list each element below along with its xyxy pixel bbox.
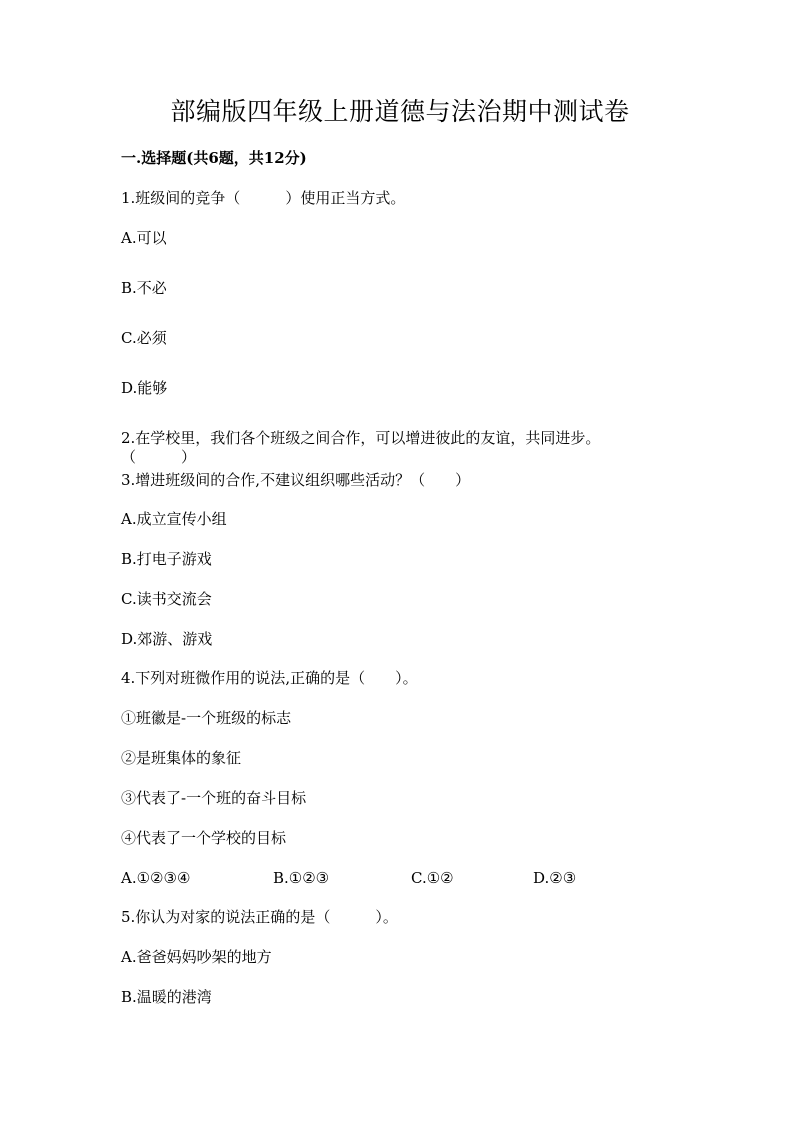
exam-title: 部编版四年级上册道德与法治期中测试卷: [170, 97, 630, 126]
question-4-stem: 4.下列对班微作用的说法,正确的是（ ）。: [121, 669, 418, 687]
question-4-option-c[interactable]: C.①②: [411, 869, 454, 887]
question-5-option-b[interactable]: B.温暖的港湾: [121, 988, 212, 1006]
question-4-option-b[interactable]: B.①②③: [273, 869, 330, 887]
question-4-option-a[interactable]: A.①②③④: [121, 869, 191, 887]
question-3-option-c[interactable]: C.读书交流会: [121, 590, 212, 608]
question-1-option-d[interactable]: D.能够: [121, 379, 168, 397]
question-2-answer-paren[interactable]: （ ）: [121, 448, 197, 466]
question-1-stem: 1.班级间的竞争（ ）使用正当方式。: [121, 189, 406, 207]
question-3-option-a[interactable]: A.成立宣传小组: [121, 510, 227, 528]
question-3-option-d[interactable]: D.郊游、游戏: [121, 630, 213, 648]
question-4-statement-1: ①班徽是-一个班级的标志: [121, 709, 292, 727]
question-1-option-c[interactable]: C.必须: [121, 329, 167, 347]
question-3-stem: 3.增进班级间的合作,不建议组织哪些活动？（ ）: [121, 471, 471, 489]
question-3-option-b[interactable]: B.打电子游戏: [121, 550, 212, 568]
question-4-statement-2: ②是班集体的象征: [121, 749, 242, 767]
question-4-statement-3: ③代表了-一个班的奋斗目标: [121, 789, 307, 807]
question-4-option-d[interactable]: D.②③: [533, 869, 577, 887]
question-1-option-a[interactable]: A.可以: [121, 229, 167, 247]
question-2-stem: 2.在学校里，我们各个班级之间合作，可以增进彼此的友谊，共同进步。: [121, 429, 601, 447]
question-5-option-a[interactable]: A.爸爸妈妈吵架的地方: [121, 948, 272, 966]
section-heading: 一.选择题(共6题，共12分): [121, 149, 307, 167]
question-4-statement-4: ④代表了一个学校的目标: [121, 829, 287, 847]
question-5-stem: 5.你认为对家的说法正确的是（ ）。: [121, 908, 398, 926]
question-1-option-b[interactable]: B.不必: [121, 279, 167, 297]
